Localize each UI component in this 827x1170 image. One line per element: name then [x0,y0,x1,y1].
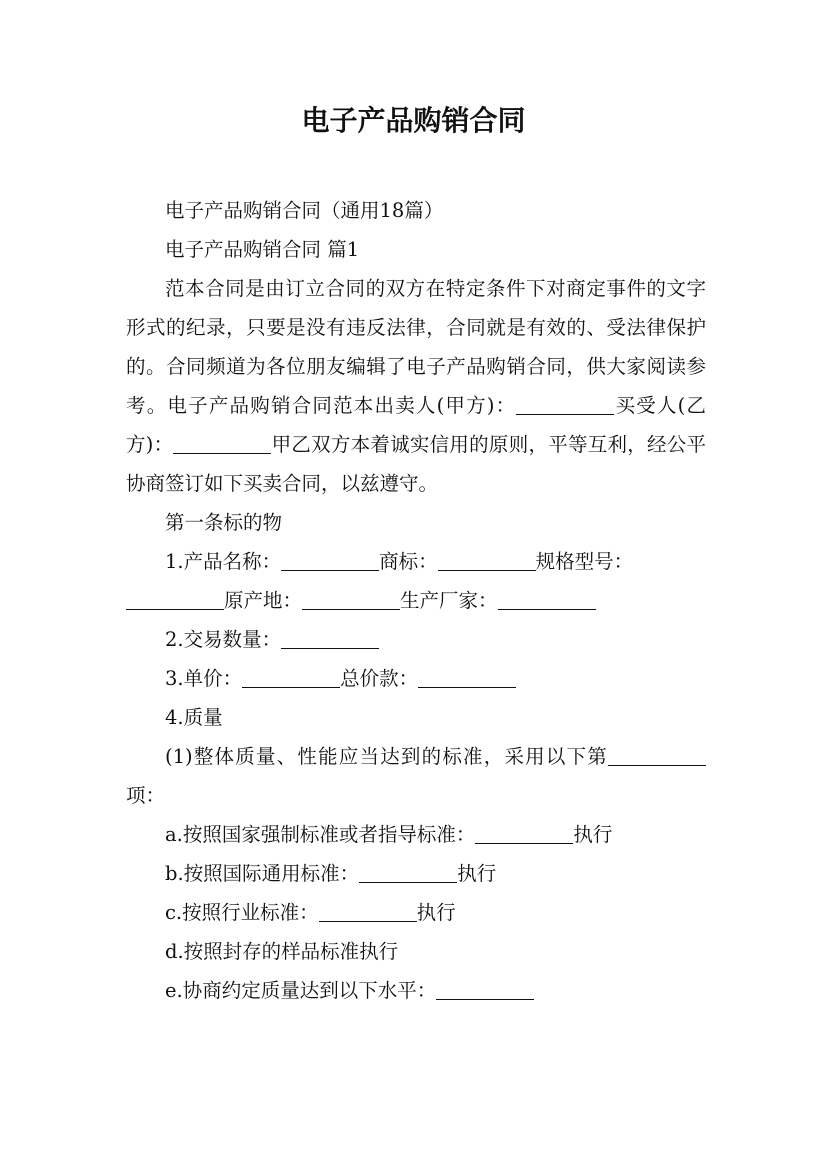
manufacturer-label: 生产厂家： [400,589,498,612]
product-name-blank [281,550,379,571]
buyer-blank [173,433,271,454]
option-c [126,893,706,932]
option-a-suffix: 执行 [573,823,613,846]
item-4-heading: 4.质量 [165,706,223,729]
total-price-blank [418,667,516,688]
option-b-label: b.按照国际通用标准： [165,862,360,885]
intro-paragraph [126,269,706,503]
option-b-suffix: 执行 [457,862,497,885]
quantity-label: 2.交易数量： [165,628,282,651]
option-a-label: a.按照国家强制标准或者指导标准： [165,823,476,846]
quality-option-blank [608,745,706,766]
quality-clause-lead: (1)整体质量、性能应当达到的标准，采用以下第 [165,745,608,768]
quantity-blank [281,628,379,649]
seller-blank [516,394,614,415]
option-b-blank [359,862,457,883]
option-a-blank [475,823,573,844]
option-a [126,815,706,854]
spec-label: 规格型号： [535,550,634,573]
option-c-suffix: 执行 [416,901,456,924]
option-d [126,932,706,971]
option-e [126,971,706,1010]
document-subtitle: 电子产品购销合同（通用18篇） [165,199,444,222]
item-1-line [126,542,706,620]
agreement-text: 甲乙双方本着诚实信用的原则，平等互利，经公平协商签订如下买卖合同，以兹遵守。 [126,433,706,495]
quality-clause-tail: 项： [126,784,166,807]
option-d-label: d.按照封存的样品标准执行 [165,940,399,963]
product-name-label: 产品名称： [183,550,282,573]
origin-blank [302,589,400,610]
option-e-blank [436,979,534,1000]
manufacturer-blank [498,589,596,610]
item-1-number: 1. [165,550,184,573]
quality-clause [126,737,706,815]
origin-label: 原产地： [224,589,303,612]
unit-price-label: 3.单价： [165,667,243,690]
total-price-label: 总价款： [340,667,419,690]
unit-price-blank [242,667,340,688]
spec-blank [126,589,224,610]
buyer-label: 买受人(乙方)： [126,394,707,456]
option-b [126,854,706,893]
option-c-blank [319,901,417,922]
item-2-line [126,620,706,659]
document-body [126,191,706,1010]
intro-text: 范本合同是由订立合同的双方在特定条件下对商定事件的文字形式的纪录，只要是没有违反法律，合同就是有效的、受法律保护的。合同频道为各位朋友编辑了电子产品购销合同，供大家阅读参考。电子产品购销合同范本出卖人(甲方)： [126,277,706,417]
trademark-blank [438,550,536,571]
article-1-heading: 第一条标的物 [165,511,283,534]
document-title: 电子产品购销合同 [301,104,526,137]
item-3-line [126,659,706,698]
trademark-label: 商标： [379,550,438,573]
option-e-label: e.协商约定质量达到以下水平： [165,979,437,1002]
option-c-label: c.按照行业标准： [165,901,319,924]
section-heading: 电子产品购销合同 篇1 [165,238,360,261]
